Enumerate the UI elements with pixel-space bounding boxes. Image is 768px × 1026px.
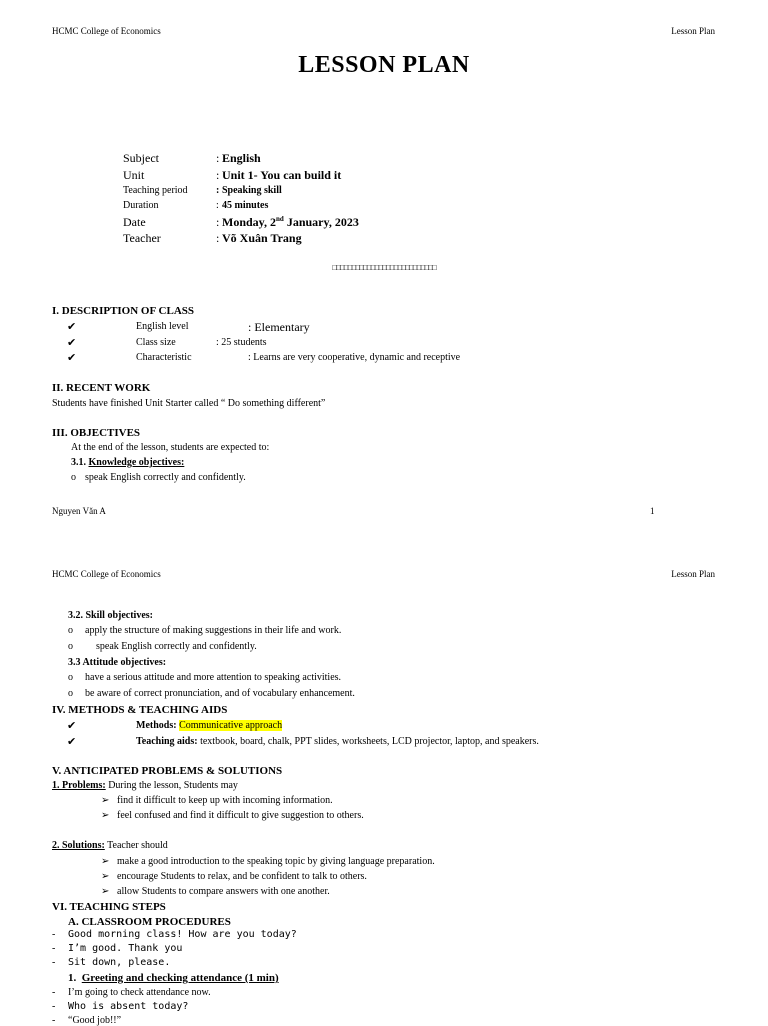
bullet-circle-icon: o bbox=[71, 472, 76, 483]
info-colon: : bbox=[216, 200, 219, 211]
attitude-objectives-heading: 3.3 Attitude objectives: bbox=[68, 657, 167, 668]
section-heading-description: I. DESCRIPTION OF CLASS bbox=[52, 305, 195, 317]
dash-bullet-icon: - bbox=[52, 957, 56, 968]
classroom-procedures-heading: A. CLASSROOM PROCEDURES bbox=[68, 916, 231, 928]
check-icon: ✔ bbox=[67, 352, 77, 364]
check-icon: ✔ bbox=[67, 321, 77, 333]
header-left: HCMC College of Economics bbox=[52, 569, 161, 579]
page-title: LESSON PLAN bbox=[298, 52, 470, 78]
section-heading-teaching-steps: VI. TEACHING STEPS bbox=[52, 901, 166, 913]
bullet-circle-icon: o bbox=[68, 641, 73, 652]
dash-bullet-icon: - bbox=[52, 987, 56, 998]
attitude-objective-item: be aware of correct pronunciation, and of vocabulary enhancement. bbox=[85, 688, 355, 699]
info-label-period: Teaching period bbox=[123, 185, 188, 196]
solution-item: encourage Students to relax, and be confident to talk to others. bbox=[117, 871, 367, 882]
class-label-size: Class size bbox=[136, 337, 176, 348]
info-value-subject: English bbox=[222, 151, 261, 165]
class-label-level: English level bbox=[136, 321, 189, 332]
bullet-circle-icon: o bbox=[68, 688, 73, 699]
class-label-characteristic: Characteristic bbox=[136, 352, 192, 363]
header-right: Lesson Plan bbox=[671, 569, 715, 579]
solution-item: make a good introduction to the speaking topic by giving language preparation. bbox=[117, 856, 435, 867]
header-left: HCMC College of Economics bbox=[52, 26, 161, 36]
info-colon: : bbox=[216, 168, 220, 182]
check-icon: ✔ bbox=[67, 720, 77, 732]
problem-item: feel confused and find it difficult to give suggestion to others. bbox=[117, 810, 364, 821]
header-right: Lesson Plan bbox=[671, 26, 715, 36]
class-value-level: : Elementary bbox=[248, 320, 310, 334]
bullet-circle-icon: o bbox=[68, 625, 73, 636]
footer-page-number: 1 bbox=[650, 506, 655, 516]
skill-objectives-heading: 3.2. Skill objectives: bbox=[68, 610, 153, 621]
info-value-teacher: Võ Xuân Trang bbox=[222, 231, 302, 245]
info-value-unit: Unit 1- You can build it bbox=[222, 168, 342, 182]
info-colon: : bbox=[216, 215, 220, 229]
methods-highlight: Communicative approach bbox=[179, 720, 283, 731]
info-label-teacher: Teacher bbox=[123, 231, 161, 245]
knowledge-objectives-heading: 3.1. Knowledge objectives: bbox=[71, 457, 185, 468]
dialogue-line: Who is absent today? bbox=[68, 1001, 189, 1012]
info-label-subject: Subject bbox=[123, 151, 159, 165]
decorative-divider: □□□□□□□□□□□□□□□□□□□□□□□□□□□ bbox=[332, 263, 436, 272]
info-value-date: Monday, 2nd January, 2023 bbox=[222, 215, 359, 229]
skill-objective-item: speak English correctly and confidently. bbox=[96, 641, 257, 652]
arrow-bullet-icon: ➢ bbox=[101, 795, 110, 806]
attitude-objective-item: have a serious attitude and more attention to speaking activities. bbox=[85, 672, 342, 683]
dialogue-line: Sit down, please. bbox=[68, 957, 171, 968]
info-colon: : bbox=[216, 231, 220, 245]
objectives-intro: At the end of the lesson, students are expected to: bbox=[71, 442, 270, 453]
check-icon: ✔ bbox=[67, 736, 77, 748]
info-colon: : bbox=[216, 185, 220, 196]
arrow-bullet-icon: ➢ bbox=[101, 810, 110, 821]
step-greeting-heading: 1. Greeting and checking attendance (1 min) bbox=[68, 972, 279, 984]
section-heading-recent-work: II. RECENT WORK bbox=[52, 382, 151, 394]
problem-item: find it difficult to keep up with incoming information. bbox=[117, 795, 333, 806]
dash-bullet-icon: - bbox=[52, 929, 56, 940]
class-value-characteristic: : Learns are very cooperative, dynamic and receptive bbox=[248, 352, 461, 363]
dialogue-line: I’m going to check attendance now. bbox=[68, 987, 211, 998]
info-colon: : bbox=[216, 151, 220, 165]
arrow-bullet-icon: ➢ bbox=[101, 886, 110, 897]
arrow-bullet-icon: ➢ bbox=[101, 871, 110, 882]
methods-line: Methods: Communicative approach bbox=[136, 720, 283, 731]
problems-intro: 1. Problems: During the lesson, Students may bbox=[52, 780, 238, 791]
footer-author: Nguyen Văn A bbox=[52, 506, 106, 516]
arrow-bullet-icon: ➢ bbox=[101, 856, 110, 867]
check-icon: ✔ bbox=[67, 337, 77, 349]
info-label-duration: Duration bbox=[123, 200, 159, 211]
teaching-aids-line: Teaching aids: textbook, board, chalk, PPT slides, worksheets, LCD projector, laptop, and speakers. bbox=[136, 736, 539, 747]
recent-work-text: Students have finished Unit Starter called “ Do something different” bbox=[52, 398, 326, 409]
dialogue-line: “Good job!!” bbox=[68, 1015, 122, 1026]
info-label-date: Date bbox=[123, 215, 146, 229]
section-heading-methods: IV. METHODS & TEACHING AIDS bbox=[52, 704, 228, 716]
skill-objective-item: apply the structure of making suggestions in their life and work. bbox=[85, 625, 342, 636]
class-value-size: : 25 students bbox=[216, 337, 267, 348]
dash-bullet-icon: - bbox=[52, 1001, 56, 1012]
info-value-period: Speaking skill bbox=[222, 185, 282, 196]
dash-bullet-icon: - bbox=[52, 943, 56, 954]
info-value-duration: 45 minutes bbox=[222, 200, 269, 211]
section-heading-problems: V. ANTICIPATED PROBLEMS & SOLUTIONS bbox=[52, 765, 283, 777]
dash-bullet-icon: - bbox=[52, 1015, 56, 1026]
dialogue-line: I’m good. Thank you bbox=[68, 943, 183, 954]
section-heading-objectives: III. OBJECTIVES bbox=[52, 427, 141, 439]
dialogue-line: Good morning class! How are you today? bbox=[68, 929, 297, 940]
solution-item: allow Students to compare answers with one another. bbox=[117, 886, 330, 897]
knowledge-objective-item: speak English correctly and confidently. bbox=[85, 472, 246, 483]
bullet-circle-icon: o bbox=[68, 672, 73, 683]
info-label-unit: Unit bbox=[123, 168, 145, 182]
solutions-intro: 2. Solutions: Teacher should bbox=[52, 840, 168, 851]
